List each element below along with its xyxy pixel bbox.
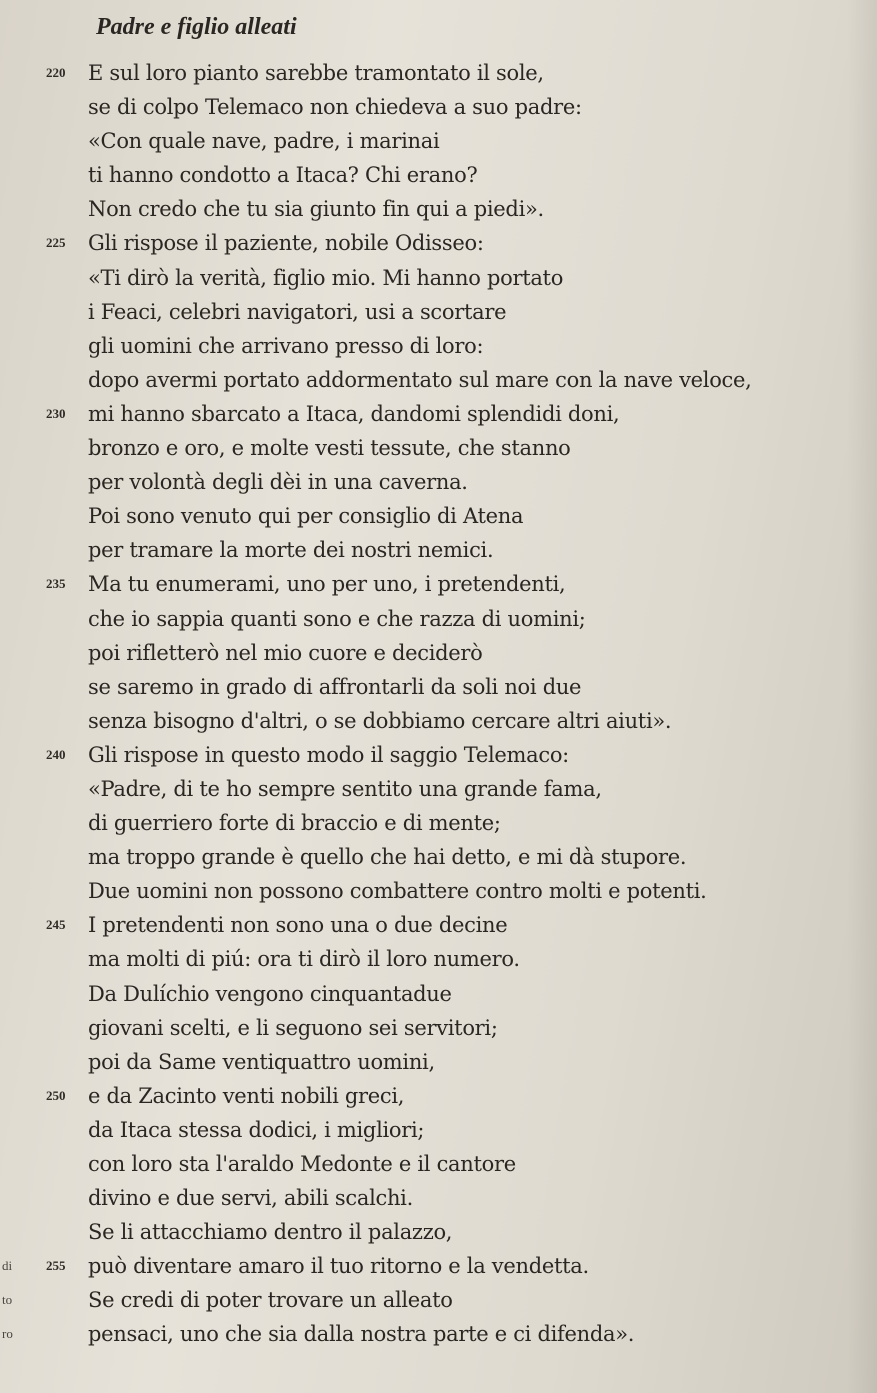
verse-line bbox=[0, 192, 877, 226]
margin-fragment: ro bbox=[2, 1326, 13, 1342]
verse-text: i Feaci, celebri navigatori, usi a scortare bbox=[88, 299, 507, 324]
verse-line bbox=[0, 738, 877, 772]
verse-line bbox=[0, 397, 877, 431]
verse-line bbox=[0, 602, 877, 636]
verse-line bbox=[0, 158, 877, 192]
verse-text: gli uomini che arrivano presso di loro: bbox=[88, 333, 484, 358]
verse-text: se saremo in grado di affrontarli da soli noi due bbox=[88, 674, 582, 699]
verse-line bbox=[0, 329, 877, 363]
verse-line bbox=[0, 465, 877, 499]
verse-line bbox=[0, 977, 877, 1011]
verse-line bbox=[0, 226, 877, 260]
verse-text: mi hanno sbarcato a Itaca, dandomi splendidi doni, bbox=[88, 401, 620, 426]
verse-line bbox=[0, 1317, 877, 1351]
margin-fragment: di bbox=[2, 1258, 13, 1274]
line-number: 245 bbox=[46, 917, 66, 933]
poem-text bbox=[0, 56, 877, 1352]
verse-text: di guerriero forte di braccio e di mente; bbox=[88, 811, 501, 836]
verse-line bbox=[0, 874, 877, 908]
verse-text: con loro sta l'araldo Medonte e il cantore bbox=[88, 1152, 516, 1176]
verse-text: ma molti di piú: ora ti dirò il loro numero. bbox=[88, 947, 520, 972]
verse-text: per volontà degli dèi in una caverna. bbox=[88, 470, 468, 495]
line-number: 220 bbox=[46, 65, 66, 80]
verse-line bbox=[0, 1079, 877, 1113]
verse-text: pensaci, uno che sia dalla nostra parte e ci difenda». bbox=[88, 1322, 635, 1347]
verse-line bbox=[0, 1147, 877, 1181]
verse-text: «Con quale nave, padre, i marinai bbox=[88, 129, 440, 154]
verse-text: senza bisogno d'altri, o se dobbiamo cercare altri aiuti». bbox=[88, 708, 672, 733]
verse-line bbox=[0, 499, 877, 533]
verse-text: Non credo che tu sia giunto fin qui a piedi». bbox=[88, 197, 544, 222]
verse-text: Ma tu enumerami, uno per uno, i pretendenti, bbox=[88, 572, 566, 597]
section-title: Padre e figlio alleati bbox=[96, 14, 297, 40]
verse-line bbox=[0, 772, 877, 806]
verse-text: Se li attacchiamo dentro il palazzo, bbox=[88, 1220, 453, 1245]
line-number: 230 bbox=[46, 405, 66, 421]
line-number: 240 bbox=[46, 746, 66, 762]
verse-text: Se credi di poter trovare un alleato bbox=[88, 1288, 453, 1313]
verse-text: «Padre, di te ho sempre sentito una grande fama, bbox=[88, 776, 602, 801]
line-number: 225 bbox=[46, 235, 66, 251]
verse-line bbox=[0, 1215, 877, 1249]
verse-text: Poi sono venuto qui per consiglio di Atena bbox=[88, 504, 524, 529]
verse-text: I pretendenti non sono una o due decine bbox=[88, 913, 508, 938]
verse-line bbox=[0, 1011, 877, 1045]
verse-line bbox=[0, 670, 877, 704]
verse-line bbox=[0, 295, 877, 329]
verse-line bbox=[0, 90, 877, 124]
verse-line bbox=[0, 431, 877, 465]
verse-line bbox=[0, 56, 877, 90]
verse-text: Gli rispose il paziente, nobile Odisseo: bbox=[88, 231, 484, 256]
verse-text: Gli rispose in questo modo il saggio Telemaco: bbox=[88, 742, 569, 767]
verse-line bbox=[0, 1045, 877, 1079]
verse-line bbox=[0, 1113, 877, 1147]
verse-text: da Itaca stessa dodici, i migliori; bbox=[88, 1117, 425, 1142]
line-number: 235 bbox=[46, 576, 66, 592]
verse-line bbox=[0, 261, 877, 295]
verse-text: ti hanno condotto a Itaca? Chi erano? bbox=[88, 163, 478, 188]
verse-text: poi rifletterò nel mio cuore e deciderò bbox=[88, 640, 483, 665]
line-number: 255 bbox=[46, 1258, 66, 1274]
verse-text: «Ti dirò la verità, figlio mio. Mi hanno portato bbox=[88, 265, 564, 290]
verse-line bbox=[0, 363, 877, 397]
verse-line bbox=[0, 840, 877, 874]
verse-text: può diventare amaro il tuo ritorno e la vendetta. bbox=[88, 1254, 589, 1279]
verse-line bbox=[0, 1249, 877, 1283]
verse-line bbox=[0, 806, 877, 840]
verse-line bbox=[0, 567, 877, 601]
verse-text: e da Zacinto venti nobili greci, bbox=[88, 1083, 405, 1108]
verse-text: per tramare la morte dei nostri nemici. bbox=[88, 538, 494, 563]
verse-text: Da Dulíchio vengono cinquantadue bbox=[88, 981, 452, 1006]
line-number: 250 bbox=[46, 1087, 66, 1103]
verse-text: giovani scelti, e li seguono sei servitori; bbox=[88, 1015, 498, 1040]
verse-text: ma troppo grande è quello che hai detto, e mi dà stupore. bbox=[88, 845, 687, 870]
verse-line bbox=[0, 124, 877, 158]
verse-line bbox=[0, 908, 877, 942]
verse-line bbox=[0, 704, 877, 738]
verse-line bbox=[0, 1283, 877, 1317]
verse-text: dopo avermi portato addormentato sul mare con la nave veloce, bbox=[88, 367, 752, 392]
page-shadow bbox=[847, 0, 877, 1393]
verse-text: divino e due servi, abili scalchi. bbox=[88, 1186, 413, 1211]
verse-text: poi da Same ventiquattro uomini, bbox=[88, 1049, 435, 1074]
verse-line bbox=[0, 942, 877, 976]
verse-line bbox=[0, 1181, 877, 1215]
margin-fragment: to bbox=[2, 1292, 13, 1308]
verse-line bbox=[0, 533, 877, 567]
verse-text: se di colpo Telemaco non chiedeva a suo padre: bbox=[88, 95, 582, 120]
verse-line bbox=[0, 636, 877, 670]
verse-text: bronzo e oro, e molte vesti tessute, che stanno bbox=[88, 436, 571, 461]
verse-text: che io sappia quanti sono e che razza di uomini; bbox=[88, 606, 586, 631]
verse-text: Due uomini non possono combattere contro molti e potenti. bbox=[88, 879, 707, 904]
verse-text: E sul loro pianto sarebbe tramontato il sole, bbox=[88, 61, 544, 85]
